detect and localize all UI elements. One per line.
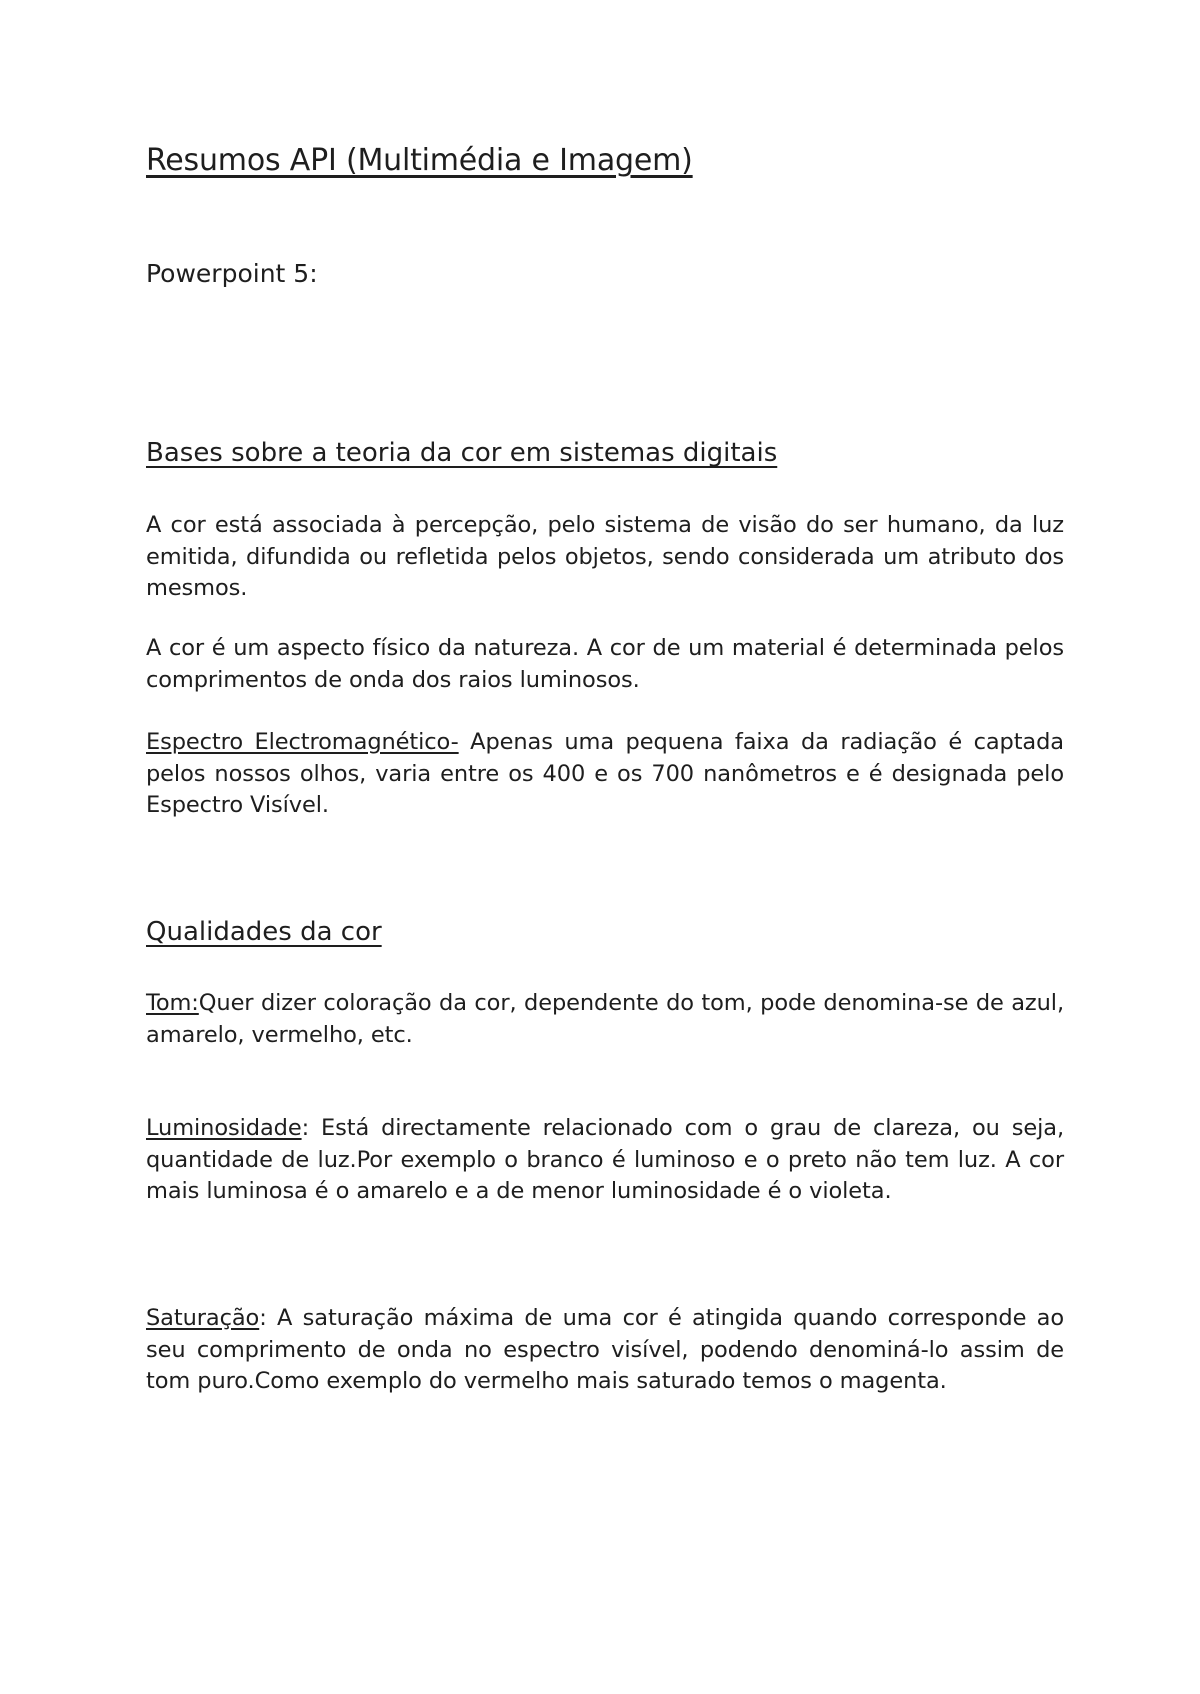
paragraph-color-perception: A cor está associada à percepção, pelo sistema de visão do ser humano, da luz emitida, difundida ou refletida pelos objetos, sendo considerada um atributo dos mesmos. [146, 512, 1064, 601]
section-heading-color-theory: Bases sobre a teoria da cor em sistemas digitais [146, 438, 778, 468]
definition-saturation: : A saturação máxima de uma cor é atingida quando corresponde ao seu comprimento de onda no espectro visível, podendo denominá-lo assim de tom puro.Como exemplo do vermelho mais saturado temos o magenta. [146, 1305, 1064, 1394]
term-tone: Tom: [146, 990, 199, 1016]
paragraph-luminosity [146, 1113, 1064, 1208]
paragraph-saturation [146, 1303, 1064, 1398]
term-saturation: Saturação [146, 1305, 260, 1331]
section-heading-color-qualities: Qualidades da cor [146, 917, 382, 947]
paragraph-color-physical: A cor é um aspecto físico da natureza. A cor de um material é determinada pelos comprimentos de onda dos raios luminosos. [146, 635, 1064, 693]
definition-luminosity: : Está directamente relacionado com o grau de clareza, ou seja, quantidade de luz.Por exemplo o branco é luminoso e o preto não tem luz. A cor mais luminosa é o amarelo e a de menor luminosidade é o violeta. [146, 1115, 1064, 1204]
term-electromagnetic-spectrum: Espectro Electromagnético- [146, 729, 459, 755]
term-luminosity: Luminosidade [146, 1115, 302, 1141]
paragraph-electromagnetic-spectrum [146, 727, 1064, 822]
document-title: Resumos API (Multimédia e Imagem) [146, 143, 693, 178]
definition-electromagnetic-spectrum: Apenas uma pequena faixa da radiação é captada pelos nossos olhos, varia entre os 400 e os 700 nanômetros e é designada pelo Espectro Visível. [146, 729, 1064, 818]
document-subtitle: Powerpoint 5: [146, 259, 318, 288]
definition-tone: Quer dizer coloração da cor, dependente do tom, pode denomina-se de azul, amarelo, vermelho, etc. [146, 990, 1064, 1048]
paragraph-tone [146, 988, 1064, 1051]
